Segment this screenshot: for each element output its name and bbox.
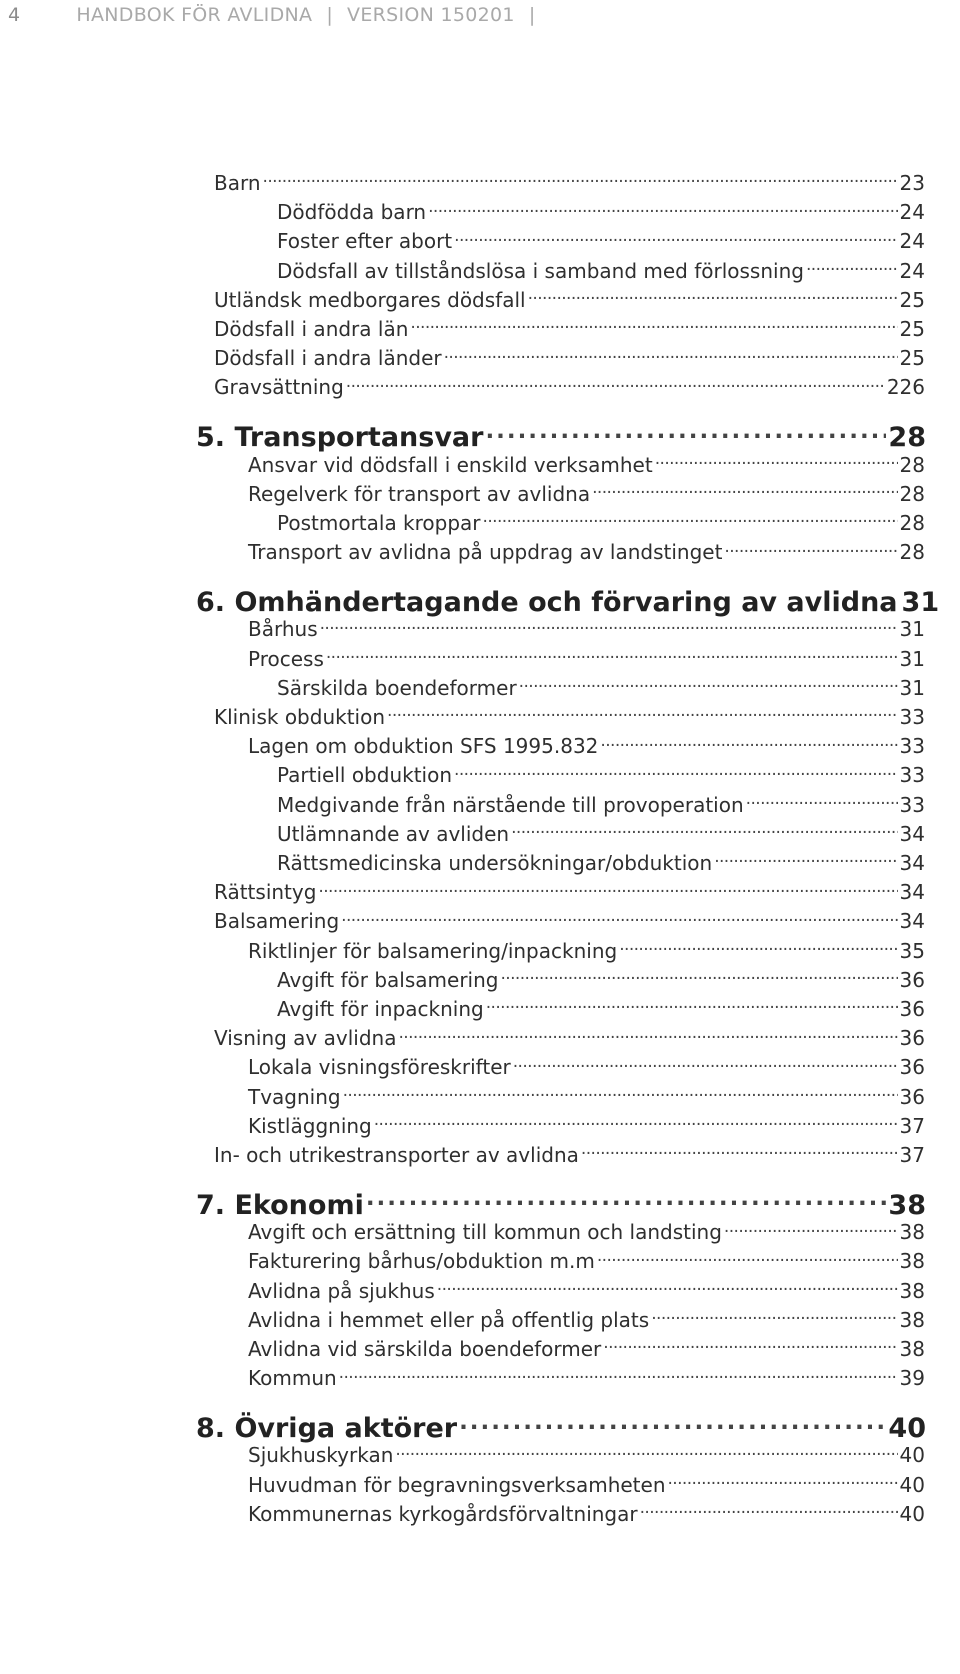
toc-title: 5. Transportansvar (196, 421, 484, 453)
toc-entry[interactable] (0, 846, 926, 875)
toc-entry[interactable] (0, 1361, 926, 1390)
toc-page-number: 24 (899, 229, 925, 254)
toc-page-number: 36 (899, 967, 925, 992)
toc-page-number: 34 (899, 851, 925, 875)
toc-entry[interactable] (0, 788, 926, 817)
toc-entry[interactable] (0, 1215, 926, 1244)
toc-leader-dots (597, 1244, 898, 1268)
toc-title: Medgivande från närstående till provoperation (277, 792, 744, 817)
toc-entry[interactable] (0, 1080, 926, 1109)
toc-page-number: 39 (899, 1366, 925, 1391)
toc-entry[interactable] (0, 875, 926, 904)
toc-title: Transport av avlidna på uppdrag av landstinget (248, 540, 723, 565)
toc-leader-dots (581, 1138, 898, 1162)
toc-leader-dots (341, 904, 897, 928)
toc-page-number: 36 (899, 1055, 925, 1080)
toc-leader-dots (454, 224, 897, 248)
toc-page-number: 40 (899, 1472, 925, 1497)
toc-entry[interactable] (0, 535, 926, 564)
toc-page-number: 37 (899, 1143, 925, 1167)
toc-page-number: 33 (899, 705, 925, 729)
toc-title: Huvudman för begravningsverksamheten (248, 1472, 666, 1497)
toc-leader-dots (395, 1438, 897, 1462)
toc-page-number: 28 (899, 511, 925, 535)
toc-entry[interactable] (0, 963, 926, 992)
toc-page-number: 38 (899, 1220, 925, 1245)
page-header (8, 2, 550, 28)
toc-title: Kommun (248, 1366, 337, 1391)
toc-leader-dots (511, 817, 897, 841)
toc-leader-dots (483, 506, 898, 530)
toc-title: Lagen om obduktion SFS 1995.832 (248, 734, 599, 759)
toc-page-number: 37 (899, 1113, 925, 1138)
toc-entry[interactable] (0, 477, 926, 506)
toc-entry[interactable] (0, 283, 926, 312)
toc-entry[interactable] (0, 312, 926, 341)
toc-page-number: 28 (888, 421, 926, 453)
page-number: 4 (8, 4, 21, 26)
toc-leader-dots (444, 341, 898, 365)
toc-leader-dots (724, 535, 897, 559)
toc-page-number: 34 (899, 909, 925, 934)
toc-page-number: 34 (899, 821, 925, 846)
toc-entry[interactable] (0, 1497, 926, 1526)
toc-page-number: 31 (899, 646, 925, 671)
toc-leader-dots (366, 1181, 887, 1213)
toc-leader-dots (263, 166, 898, 190)
toc-entry[interactable] (0, 1138, 926, 1167)
toc-leader-dots (513, 1050, 898, 1074)
toc-title: Riktlinjer för balsamering/inpackning (248, 938, 618, 963)
toc-title: Utländsk medborgares dödsfall (214, 287, 526, 312)
toc-page-number: 38 (899, 1278, 925, 1303)
toc-leader-dots (528, 283, 898, 307)
toc-title: Avlidna på sjukhus (248, 1278, 435, 1303)
toc-page-number: 31 (901, 586, 940, 618)
toc-title: Gravsättning (214, 375, 344, 400)
toc-title: Avlidna vid särskilda boendeformer (248, 1337, 602, 1361)
toc-page-number: 23 (899, 171, 925, 195)
header-separator: | (528, 4, 536, 26)
document-title: HANDBOK FÖR AVLIDNA (76, 4, 313, 26)
toc-leader-dots (320, 612, 898, 636)
toc-leader-dots (668, 1468, 898, 1492)
toc-title: Partiell obduktion (277, 763, 453, 788)
toc-leader-dots (600, 729, 897, 753)
toc-leader-dots (746, 788, 898, 812)
toc-leader-dots (655, 448, 898, 472)
toc-entry[interactable] (0, 904, 926, 933)
toc-leader-dots (603, 1332, 897, 1356)
toc-title: Avlidna i hemmet eller på offentlig plats (248, 1307, 650, 1332)
toc-page-number: 24 (899, 200, 925, 225)
toc-title: Postmortala kroppar (277, 511, 481, 535)
toc-page-number: 36 (899, 1084, 925, 1109)
toc-page-number: 33 (899, 792, 925, 817)
toc-page-number: 31 (899, 617, 925, 642)
toc-page-number: 34 (899, 880, 925, 905)
toc-title: Rättsmedicinska undersökningar/obduktion (277, 851, 713, 875)
toc-leader-dots (640, 1497, 898, 1521)
toc-entry[interactable] (0, 729, 926, 758)
toc-title: Visning av avlidna (214, 1026, 397, 1051)
toc-page-number: 36 (899, 1026, 925, 1051)
toc-entry[interactable] (0, 1468, 926, 1497)
toc-entry[interactable] (0, 166, 926, 195)
toc-page-number: 38 (899, 1249, 925, 1274)
toc-page-number: 40 (888, 1412, 926, 1444)
toc-title: Regelverk för transport av avlidna (248, 481, 591, 506)
toc-title: 7. Ekonomi (196, 1189, 364, 1221)
toc-entry[interactable] (0, 370, 926, 399)
toc-leader-dots (326, 642, 898, 666)
toc-title: Dödsfall i andra län (214, 317, 409, 341)
toc-leader-dots (519, 671, 898, 695)
toc-leader-dots (485, 414, 886, 446)
toc-title: Process (248, 646, 324, 671)
toc-leader-dots (437, 1274, 898, 1298)
toc-page-number: 38 (888, 1189, 926, 1221)
toc-title: Balsamering (214, 909, 340, 934)
toc-entry[interactable] (0, 1332, 926, 1361)
toc-title: Lokala visningsföreskrifter (248, 1055, 511, 1080)
toc-title: Utlämnande av avliden (277, 821, 510, 846)
toc-title: Avgift för balsamering (277, 967, 499, 992)
toc-leader-dots (428, 195, 897, 219)
toc-entry[interactable] (0, 1109, 926, 1138)
toc-title: Foster efter abort (277, 229, 453, 254)
toc-leader-dots (318, 875, 897, 899)
toc-leader-dots (806, 254, 898, 278)
toc-title: Bårhus (248, 617, 318, 642)
toc-title: Dödsfall i andra länder (214, 346, 442, 371)
toc-entry[interactable] (0, 254, 926, 283)
toc-entry[interactable] (0, 758, 926, 787)
toc-title: Klinisk obduktion (214, 705, 386, 729)
toc-page-number: 25 (899, 346, 925, 371)
toc-leader-dots (486, 992, 898, 1016)
toc-leader-dots (714, 846, 897, 870)
toc-page-number: 28 (899, 540, 925, 565)
toc-entry[interactable] (0, 642, 926, 671)
toc-title: Dödsfall av tillståndslösa i samband med förlossning (277, 258, 804, 283)
toc-leader-dots (346, 370, 885, 394)
toc-leader-dots (339, 1361, 898, 1385)
toc-leader-dots (343, 1080, 898, 1104)
toc-entry[interactable] (0, 1274, 926, 1303)
toc-page-number: 28 (899, 452, 925, 477)
toc-title: Dödfödda barn (277, 200, 427, 225)
toc-leader-dots (454, 758, 898, 782)
toc-page-number: 33 (899, 763, 925, 788)
toc-entry[interactable] (0, 1303, 926, 1332)
toc-title: Rättsintyg (214, 880, 317, 905)
toc-entry[interactable] (0, 700, 926, 729)
toc-page-number: 35 (899, 938, 925, 963)
toc-title: Kistläggning (248, 1113, 372, 1138)
toc-entry[interactable] (0, 1050, 926, 1079)
toc-entry[interactable] (0, 817, 926, 846)
toc-page-number: 38 (899, 1307, 925, 1332)
toc-page-number: 25 (899, 317, 925, 341)
toc-page-number: 38 (899, 1337, 925, 1361)
toc-page-number: 24 (899, 258, 925, 283)
toc-title: Avgift för inpackning (277, 997, 484, 1021)
toc-entry[interactable] (0, 341, 926, 370)
toc-page-number: 28 (899, 481, 925, 506)
toc-title: Ansvar vid dödsfall i enskild verksamhet (248, 452, 653, 477)
toc-title: Sjukhuskyrkan (248, 1443, 394, 1468)
toc-entry[interactable] (0, 992, 926, 1021)
toc-leader-dots (592, 477, 897, 501)
toc-title: Kommunernas kyrkogårdsförvaltningar (248, 1501, 638, 1526)
toc-entry[interactable] (0, 612, 926, 641)
toc-page-number: 40 (899, 1501, 925, 1526)
header-separator: | (326, 4, 334, 26)
toc-leader-dots (387, 700, 898, 724)
toc-title: Avgift och ersättning till kommun och landsting (248, 1220, 722, 1245)
toc-title: Särskilda boendeformer (277, 675, 517, 700)
toc-entry[interactable] (0, 224, 926, 253)
toc-page-number: 33 (899, 734, 925, 759)
toc-entry[interactable] (0, 506, 926, 535)
toc-title: Fakturering bårhus/obduktion m.m (248, 1249, 595, 1274)
toc-title: 6. Omhändertagande och förvaring av avlidna (196, 586, 898, 618)
toc-page-number: 31 (899, 675, 925, 700)
toc-leader-dots (651, 1303, 897, 1327)
toc-title: Barn (214, 171, 261, 195)
toc-entry[interactable] (0, 1021, 926, 1050)
toc-title: In- och utrikestransporter av avlidna (214, 1143, 579, 1167)
toc-leader-dots (410, 312, 897, 336)
toc-page-number: 25 (899, 287, 925, 312)
toc-leader-dots (459, 1404, 886, 1436)
toc-entry[interactable] (0, 1438, 926, 1467)
toc-leader-dots (398, 1021, 897, 1045)
toc-entry[interactable] (0, 1244, 926, 1273)
toc-leader-dots (374, 1109, 898, 1133)
toc-page-number: 36 (899, 997, 925, 1021)
document-version: VERSION 150201 (347, 4, 515, 26)
toc-entry[interactable] (0, 671, 926, 700)
toc-page-number: 226 (886, 375, 925, 400)
toc-entry[interactable] (0, 934, 926, 963)
toc-entry[interactable] (0, 195, 926, 224)
toc-leader-dots (619, 934, 897, 958)
toc-entry[interactable] (0, 448, 926, 477)
toc-title: 8. Övriga aktörer (196, 1412, 458, 1444)
toc-leader-dots (724, 1215, 898, 1239)
toc-leader-dots (500, 963, 897, 987)
toc-page-number: 40 (899, 1443, 925, 1468)
toc-title: Tvagning (248, 1084, 341, 1109)
